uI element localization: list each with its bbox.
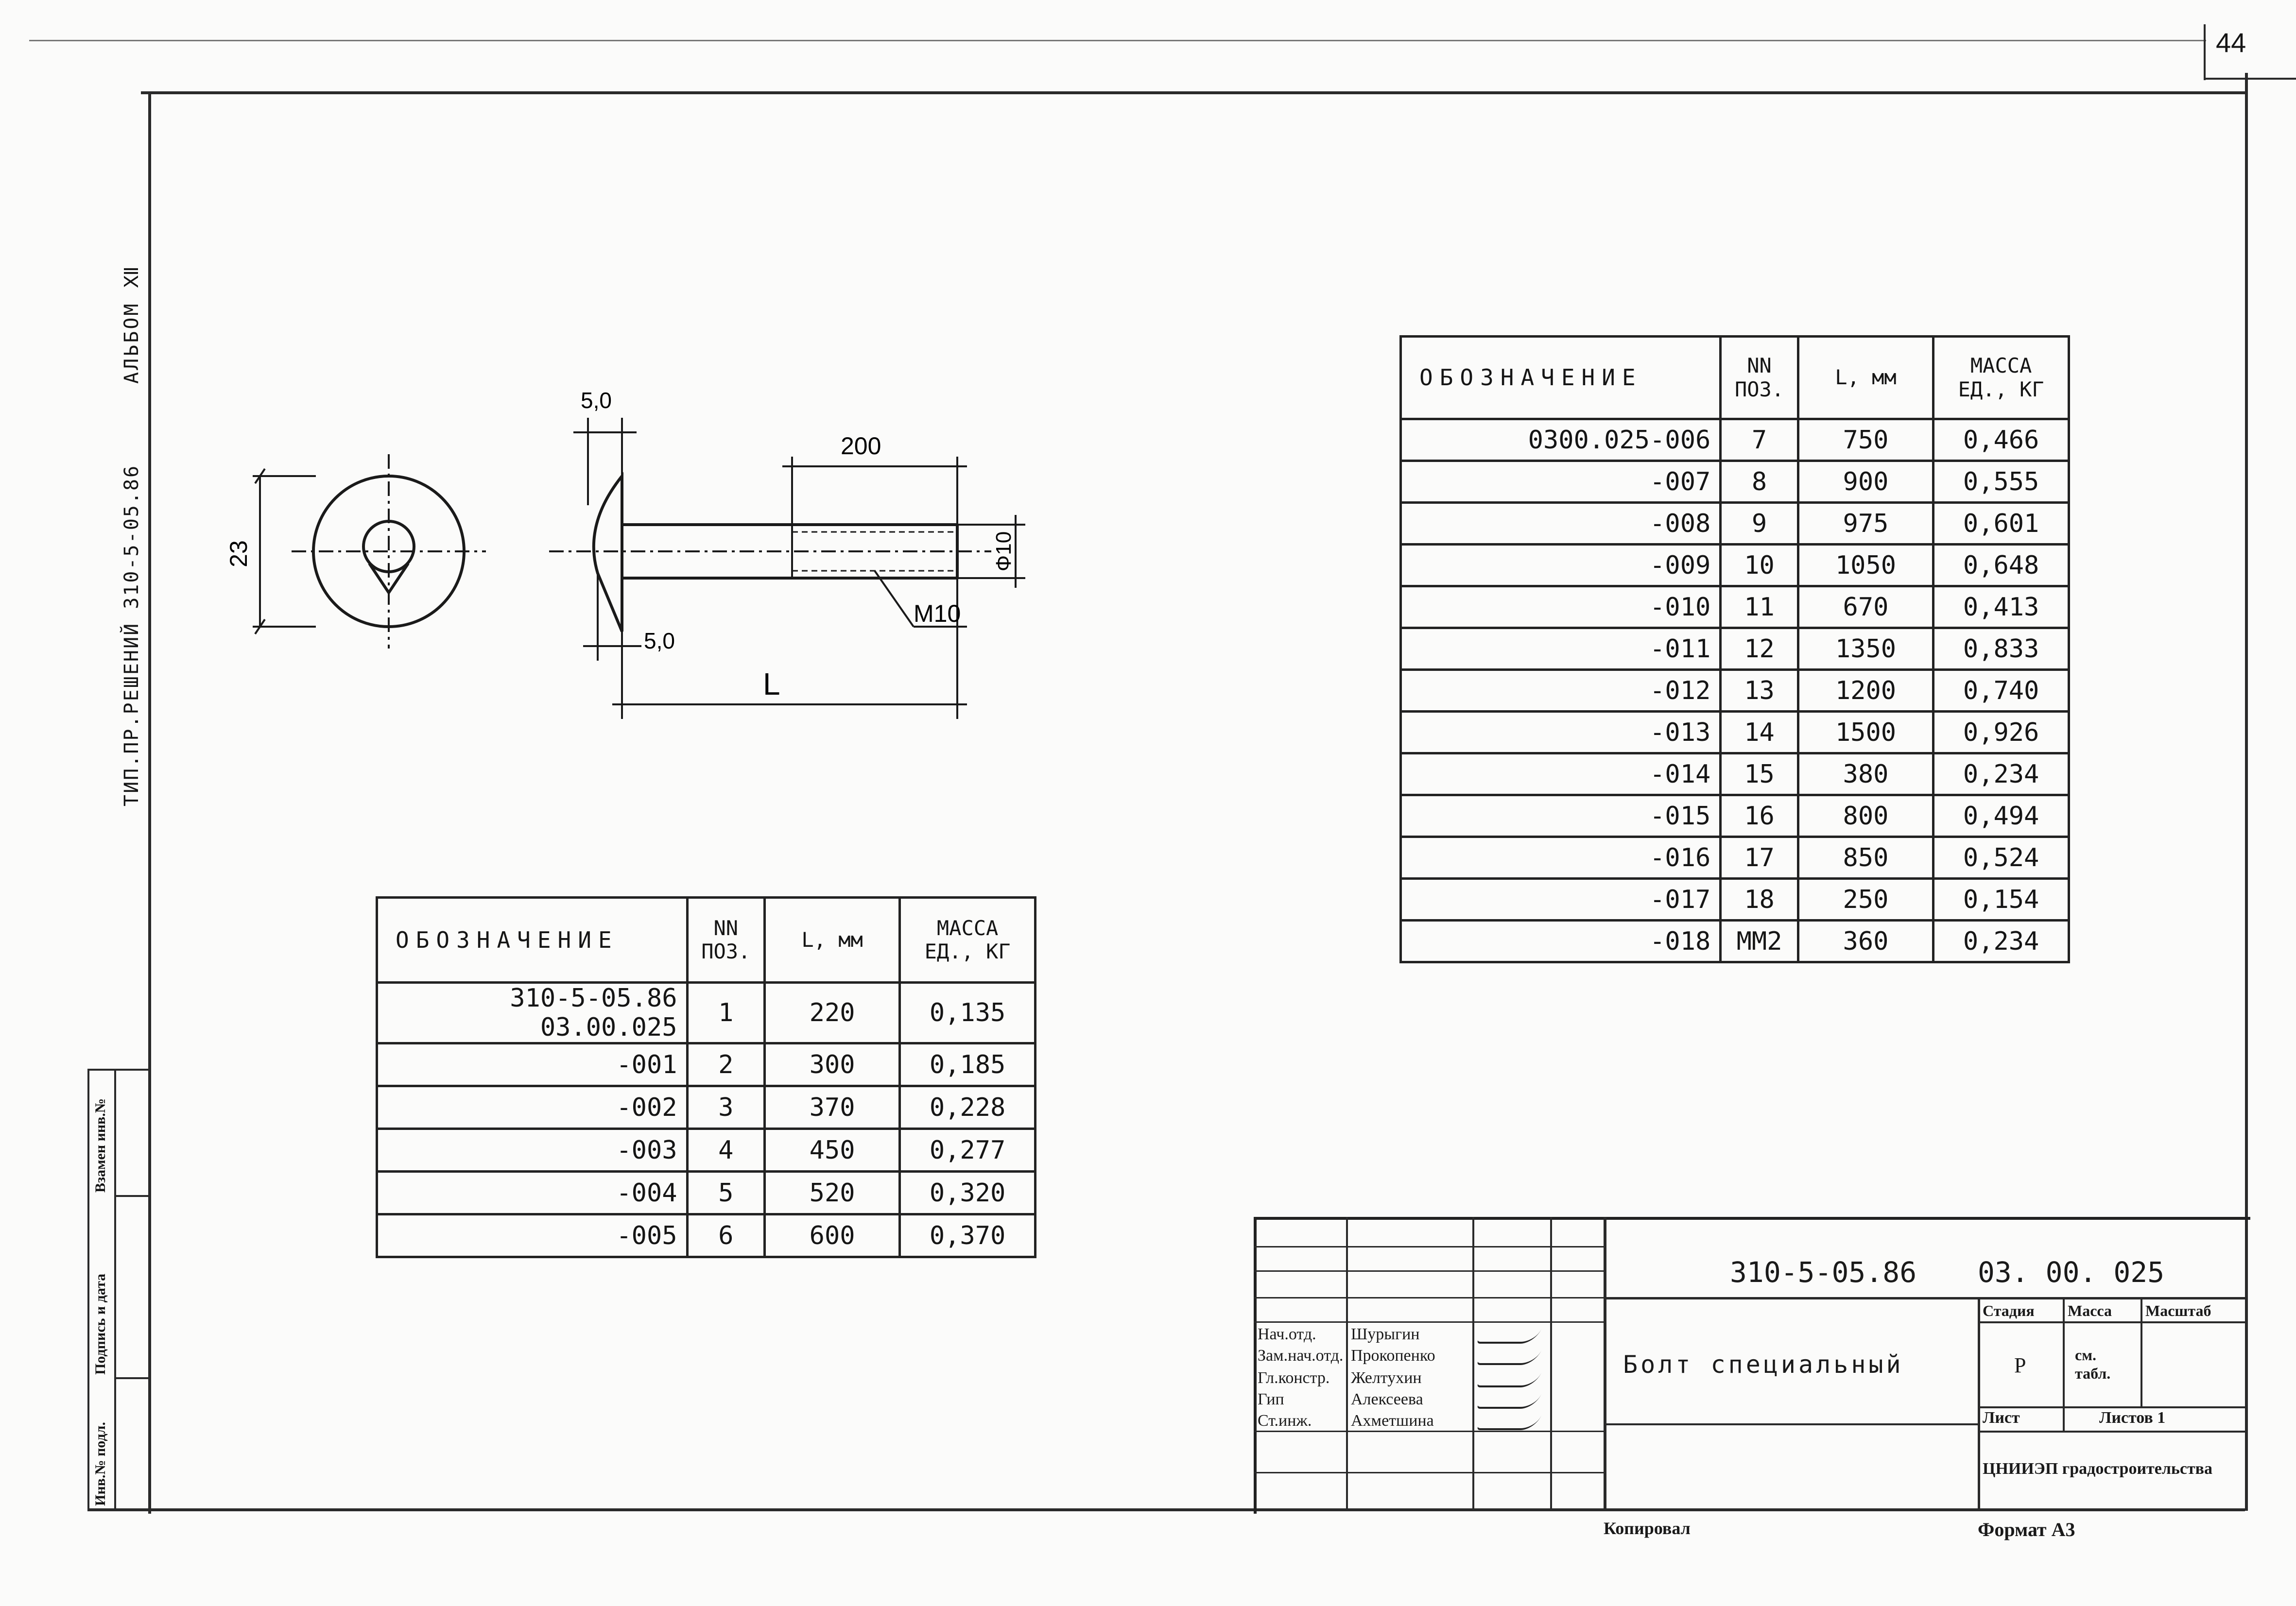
mass-cell: 0,555	[1933, 461, 2069, 503]
table-header-row	[377, 898, 1036, 983]
dim-head-thk: 5,0	[581, 388, 612, 413]
tb-col-mass	[2063, 1297, 2065, 1406]
pos-cell: 18	[1721, 879, 1798, 921]
dim-length: L	[763, 666, 780, 701]
table-row	[1401, 837, 2069, 879]
pos-cell: 13	[1721, 670, 1798, 712]
mass-cell: 0,648	[1933, 545, 2069, 586]
designation-cell: -003	[377, 1129, 688, 1172]
strip-podpis-data: Подпись и дата	[92, 1273, 108, 1375]
length-cell: 380	[1798, 753, 1933, 795]
page-number-box-line	[2204, 24, 2206, 80]
tb-col-stage-left	[1978, 1297, 1980, 1511]
mass-cell: 0,154	[1933, 879, 2069, 921]
mass-cell: 0,926	[1933, 712, 2069, 753]
col-header-mass: МАССА ЕД., КГ	[900, 898, 1036, 983]
mass-cell: 0,277	[900, 1129, 1036, 1172]
mass-cell: 0,320	[900, 1172, 1036, 1214]
table-header-row	[1401, 337, 2069, 419]
table-row	[1401, 753, 2069, 795]
table-row	[1401, 545, 2069, 586]
table-row	[1401, 628, 2069, 670]
mass-cell: 0,370	[900, 1214, 1036, 1257]
mass-cell: 0,413	[1933, 586, 2069, 628]
col-header-pos: NN ПОЗ.	[1721, 337, 1798, 419]
page-number-box-bottom	[2204, 78, 2296, 80]
signature-role: Ст.инж.	[1258, 1412, 1312, 1430]
tb-row-sheets	[1978, 1431, 2247, 1433]
designation-cell: -002	[377, 1086, 688, 1129]
mass-cell: 0,228	[900, 1086, 1036, 1129]
designation-cell: -005	[377, 1214, 688, 1257]
designation-cell: 310-5-05.86 03.00.025	[377, 983, 688, 1043]
mass-header: Масса	[2068, 1302, 2112, 1319]
table-row	[1401, 879, 2069, 921]
pos-cell: 9	[1721, 503, 1798, 545]
pos-cell: 8	[1721, 461, 1798, 503]
strip-left	[87, 1069, 89, 1511]
tb-row-c	[1254, 1297, 1604, 1298]
signature-role: Нач.отд.	[1258, 1325, 1316, 1343]
designation-cell: -018	[1401, 921, 1721, 962]
pos-cell: 6	[687, 1214, 764, 1257]
tb-row-d	[1254, 1321, 1604, 1323]
col-header-length: L, мм	[765, 898, 900, 983]
designation-cell: -017	[1401, 879, 1721, 921]
signature-role: Гип	[1258, 1390, 1284, 1408]
table-row	[1401, 461, 2069, 503]
mass-cell: 0,135	[900, 983, 1036, 1043]
spec-table-1	[376, 896, 1036, 1258]
tb-col-2	[1472, 1217, 1474, 1511]
table-row	[377, 1214, 1036, 1257]
col-header-mass: МАССА ЕД., КГ	[1933, 337, 2069, 419]
length-cell: 1050	[1798, 545, 1933, 586]
length-cell: 220	[765, 983, 900, 1043]
strip-divider	[114, 1069, 116, 1511]
length-cell: 1500	[1798, 712, 1933, 753]
strip-inv-podl: Инв.№ подл.	[92, 1422, 108, 1506]
tb-col-3	[1550, 1217, 1552, 1511]
tb-row-code	[1604, 1297, 2247, 1299]
strip-top	[87, 1069, 148, 1071]
tb-row-e	[1254, 1431, 1604, 1432]
col-header-length: L, мм	[1798, 337, 1933, 419]
mass-cell: 0,494	[1933, 795, 2069, 837]
length-cell: 360	[1798, 921, 1933, 962]
stage-value: Р	[2014, 1353, 2026, 1377]
pos-cell: 2	[687, 1043, 764, 1086]
dim-shank-dia: Ф10	[992, 531, 1016, 572]
length-cell: 450	[765, 1129, 900, 1172]
signature-name: Алексеева	[1351, 1390, 1423, 1408]
col-header-designation: ОБОЗНАЧЕНИЕ	[377, 898, 688, 983]
signature-name: Шурыгин	[1351, 1325, 1420, 1343]
pos-cell: 1	[687, 983, 764, 1043]
designation-cell: -016	[1401, 837, 1721, 879]
tb-col-1	[1346, 1217, 1348, 1511]
scale-header: Масштаб	[2145, 1302, 2211, 1319]
pos-cell: 14	[1721, 712, 1798, 753]
doc-number: 03. 00. 025	[1978, 1256, 2165, 1289]
tb-row-f	[1254, 1472, 1604, 1473]
format-label: Формат А3	[1978, 1519, 2075, 1540]
mass-cell: 0,833	[1933, 628, 2069, 670]
dim-head-dia: 23	[225, 540, 252, 567]
col-header-pos: NN ПОЗ.	[687, 898, 764, 983]
table-row	[1401, 503, 2069, 545]
tb-row-b	[1254, 1270, 1604, 1272]
frame-left	[148, 91, 151, 1514]
dim-thread-len: 200	[841, 432, 881, 460]
album-label: АЛЬБОМ Ⅻ	[121, 264, 143, 384]
sheets-label: Листов 1	[2099, 1409, 2166, 1427]
bolt-drawing	[194, 379, 1045, 743]
stage-header: Стадия	[1983, 1302, 2035, 1319]
signature-role: Гл.констр.	[1258, 1369, 1330, 1387]
copied-by-label: Копировал	[1604, 1519, 1691, 1538]
drawing-title: Болт специальный	[1623, 1350, 1904, 1379]
designation-cell: -001	[377, 1043, 688, 1086]
outer-trim-line	[29, 40, 2206, 41]
table-row	[377, 1043, 1036, 1086]
mass-cell: 0,234	[1933, 921, 2069, 962]
sheet-label: Лист	[1983, 1409, 2020, 1427]
mass-cell: 0,185	[900, 1043, 1036, 1086]
length-cell: 800	[1798, 795, 1933, 837]
mass-cell: 0,234	[1933, 753, 2069, 795]
tb-row-a	[1254, 1246, 1604, 1247]
designation-cell: 0300.025-006	[1401, 419, 1721, 461]
designation-cell: -015	[1401, 795, 1721, 837]
designation-cell: -008	[1401, 503, 1721, 545]
length-cell: 1200	[1798, 670, 1933, 712]
tb-row-stage-head	[1978, 1321, 2247, 1323]
tb-row-stage-body	[1978, 1406, 2247, 1408]
pos-cell: 4	[687, 1129, 764, 1172]
table-row	[377, 1086, 1036, 1129]
length-cell: 850	[1798, 837, 1933, 879]
table-row	[377, 1129, 1036, 1172]
designation-cell: -009	[1401, 545, 1721, 586]
table-row	[1401, 419, 2069, 461]
designation-cell: -004	[377, 1172, 688, 1214]
length-cell: 300	[765, 1043, 900, 1086]
designation-cell: -012	[1401, 670, 1721, 712]
frame-top	[141, 91, 2247, 94]
series-code-label: ТИП.ПР.РЕШЕНИЙ 310-5-05.86	[121, 464, 143, 806]
tb-col-scale	[2141, 1297, 2142, 1406]
mass-value: см. табл.	[2075, 1346, 2111, 1383]
table-row	[1401, 670, 2069, 712]
length-cell: 670	[1798, 586, 1933, 628]
organization: ЦНИИЭП градостроительства	[1983, 1460, 2213, 1478]
designation-cell: -011	[1401, 628, 1721, 670]
signature-name: Ахметшина	[1351, 1412, 1434, 1430]
thread-label: М10	[914, 600, 961, 627]
length-cell: 370	[765, 1086, 900, 1129]
pos-cell: 5	[687, 1172, 764, 1214]
strip-vzam-inv: Взамен инв.№	[92, 1098, 108, 1193]
designation-cell: -013	[1401, 712, 1721, 753]
length-cell: 600	[765, 1214, 900, 1257]
mass-cell: 0,740	[1933, 670, 2069, 712]
doc-code: 310-5-05.86	[1730, 1256, 1917, 1289]
mass-cell: 0,524	[1933, 837, 2069, 879]
pos-cell: 15	[1721, 753, 1798, 795]
pos-cell: ММ2	[1721, 921, 1798, 962]
strip-sep-2	[114, 1377, 148, 1379]
tb-col-sheets	[2063, 1406, 2065, 1431]
designation-cell: -014	[1401, 753, 1721, 795]
length-cell: 750	[1798, 419, 1933, 461]
table-row	[1401, 921, 2069, 962]
pos-cell: 7	[1721, 419, 1798, 461]
pos-cell: 3	[687, 1086, 764, 1129]
mass-cell: 0,466	[1933, 419, 2069, 461]
dim-neck: 5,0	[644, 628, 675, 653]
col-header-designation: ОБОЗНАЧЕНИЕ	[1401, 337, 1721, 419]
spec-table-2	[1399, 335, 2070, 963]
length-cell: 975	[1798, 503, 1933, 545]
strip-sep-1	[114, 1195, 148, 1197]
designation-cell: -007	[1401, 461, 1721, 503]
table-row	[377, 983, 1036, 1043]
pos-cell: 16	[1721, 795, 1798, 837]
table-row	[377, 1172, 1036, 1214]
signature-role: Зам.нач.отд.	[1258, 1347, 1344, 1365]
table-row	[1401, 712, 2069, 753]
pos-cell: 17	[1721, 837, 1798, 879]
tb-row-title-bottom	[1604, 1423, 1978, 1425]
pos-cell: 11	[1721, 586, 1798, 628]
table-row	[1401, 795, 2069, 837]
page-number: 44	[2216, 27, 2246, 58]
length-cell: 250	[1798, 879, 1933, 921]
signature-name: Прокопенко	[1351, 1347, 1435, 1365]
length-cell: 520	[765, 1172, 900, 1214]
mass-cell: 0,601	[1933, 503, 2069, 545]
length-cell: 900	[1798, 461, 1933, 503]
pos-cell: 12	[1721, 628, 1798, 670]
tb-col-4	[1604, 1217, 1606, 1511]
signature-name: Желтухин	[1351, 1369, 1422, 1387]
pos-cell: 10	[1721, 545, 1798, 586]
length-cell: 1350	[1798, 628, 1933, 670]
designation-cell: -010	[1401, 586, 1721, 628]
table-row	[1401, 586, 2069, 628]
